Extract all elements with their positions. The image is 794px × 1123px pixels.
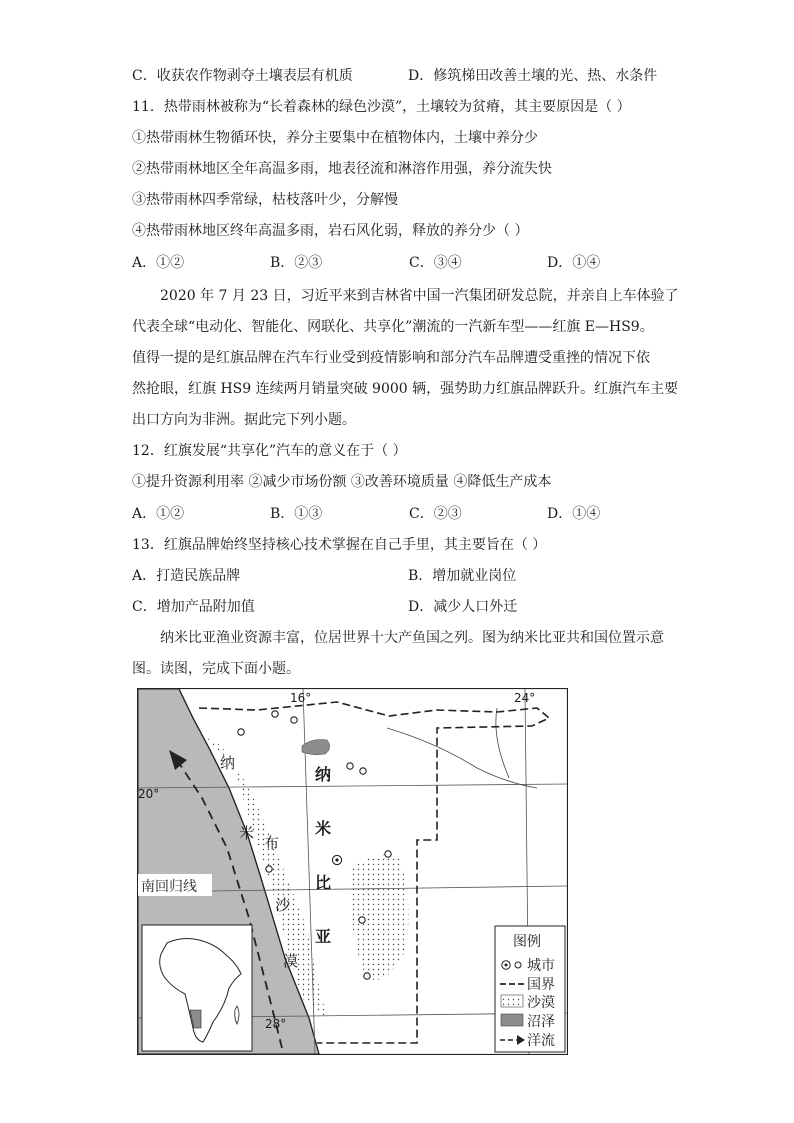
city-marker — [359, 917, 365, 923]
passage1-line-4: 然抢眼，红旗 HS9 连续两月销量突破 9000 辆，强势助力红旗品牌跃升。红旗汽车主要 — [132, 381, 679, 397]
passage1-line-3: 值得一提的是红旗品牌在汽车行业受到疫情影响和部分汽车品牌遭受重挫的情况下依 — [132, 350, 650, 366]
city-marker — [347, 763, 353, 769]
legend-swamp-label: 沼泽 — [527, 1014, 555, 1030]
q12-option-b: B．①③ — [270, 506, 323, 522]
legend-title: 图例 — [513, 934, 541, 950]
q12-stem: 12．红旗发展“共享化”汽车的意义在于（ ） — [132, 443, 407, 459]
legend-border-label: 国界 — [527, 977, 555, 993]
legend-desert-label: 沙漠 — [527, 995, 555, 1011]
passage2-line-2: 图。读图，完成下面小题。 — [132, 661, 300, 677]
country-char-4: 亚 — [315, 927, 332, 946]
desert-char-2: 米 — [239, 824, 255, 842]
lon-label-16: 16° — [290, 691, 312, 705]
q13-stem: 13．红旗品牌始终坚持核心技术掌握在自己手里，其主要旨在（ ） — [132, 537, 547, 553]
legend-current-label: 洋流 — [527, 1033, 555, 1049]
q11-option-a: A．①② — [132, 255, 185, 271]
city-marker — [364, 973, 370, 979]
q11-item-2: ②热带雨林地区全年高温多雨，地表径流和淋溶作用强，养分流失快 — [132, 161, 552, 177]
country-char-1: 纳 — [315, 765, 332, 784]
country-char-2: 米 — [315, 819, 332, 838]
q13-option-a: A．打造民族品牌 — [132, 568, 241, 584]
q13-option-c: C．增加产品附加值 — [132, 599, 255, 615]
q11-option-c: C．③④ — [409, 255, 462, 271]
city-marker — [272, 711, 278, 717]
q12-items: ①提升资源利用率 ②减少市场份额 ③改善环境质量 ④降低生产成本 — [132, 474, 552, 490]
q10-option-c: C．收获农作物剥夺土壤表层有机质 — [132, 68, 353, 84]
q10-option-d: D．修筑梯田改善土壤的光、热、水条件 — [408, 68, 658, 84]
desert-char-4: 沙 — [275, 896, 291, 914]
lat-label-20: 20° — [138, 787, 160, 801]
legend-city-label: 城市 — [527, 958, 555, 974]
q13-option-b: B．增加就业岗位 — [408, 568, 517, 584]
map-legend — [495, 926, 565, 1052]
q11-item-1: ①热带雨林生物循环快，养分主要集中在植物体内，土壤中养分少 — [132, 130, 538, 146]
lon-label-24: 24° — [514, 691, 536, 705]
q11-item-3: ③热带雨林四季常绿，枯枝落叶少，分解慢 — [132, 192, 398, 208]
passage2-line-1: 纳米比亚渔业资源丰富，位居世界十大产鱼国之列。图为纳米比亚共和国位置示意 — [160, 630, 664, 646]
country-char-3: 比 — [315, 873, 332, 892]
q12-option-a: A．①② — [132, 506, 185, 522]
namibia-location-map — [137, 688, 568, 1055]
city-marker — [291, 717, 297, 723]
q12-option-c: C．②③ — [409, 506, 462, 522]
q11-option-d: D．①④ — [547, 255, 601, 271]
desert-char-1: 纳 — [220, 754, 236, 772]
capital-marker-dot — [335, 858, 338, 861]
passage1-line-2: 代表全球“电动化、智能化、网联化、共享化”潮流的一汽新车型——红旗 E—HS9。 — [132, 319, 654, 335]
city-marker — [385, 851, 391, 857]
tropic-label: 南回归线 — [141, 879, 197, 895]
africa-inset — [142, 925, 252, 1051]
passage1-line-5: 出口方向为非洲。据此完下列小题。 — [132, 412, 356, 428]
passage1-line-1: 2020 年 7 月 23 日，习近平来到吉林省中国一汽集团研发总院，并亲自上车体验了 — [160, 288, 679, 304]
lat-label-28: 28° — [265, 1017, 287, 1031]
city-marker — [360, 768, 366, 774]
legend-desert-icon — [501, 995, 523, 1007]
desert-char-5: 漠 — [283, 952, 299, 970]
city-marker — [266, 866, 272, 872]
q11-option-b: B．②③ — [270, 255, 323, 271]
desert-char-3: 布 — [264, 834, 280, 852]
q12-option-d: D．①④ — [547, 506, 601, 522]
q11-item-4: ④热带雨林地区终年高温多雨，岩石风化弱，释放的养分少（ ） — [132, 223, 529, 239]
q13-option-d: D．减少人口外迁 — [408, 599, 518, 615]
legend-swamp-icon — [501, 1014, 523, 1026]
legend-city-icon — [515, 962, 521, 968]
city-marker — [238, 729, 244, 735]
q11-stem: 11．热带雨林被称为“长着森林的绿色沙漠”，土壤较为贫瘠，其主要原因是（ ） — [132, 99, 631, 115]
